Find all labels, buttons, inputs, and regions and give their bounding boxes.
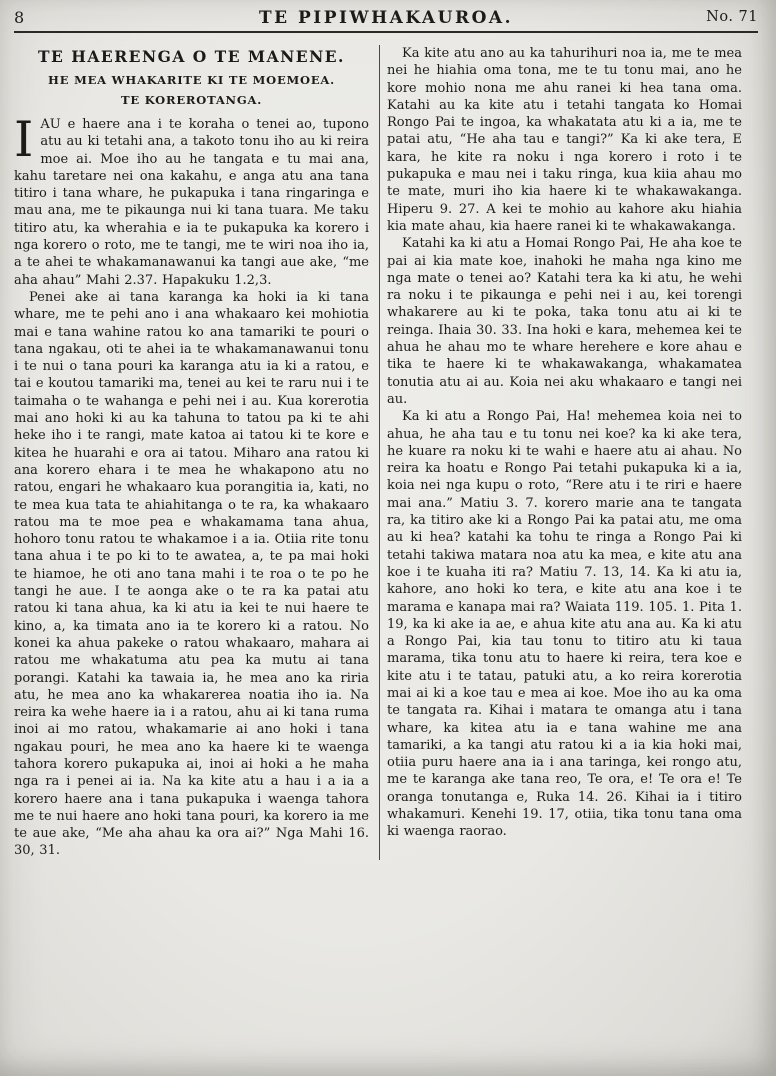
- article-subtitle: HE MEA WHAKARITE KI TE MOEMOEA.: [48, 73, 335, 87]
- masthead-title: TE PIPIWHAKAUROA.: [259, 8, 513, 28]
- left-column: [14, 45, 369, 860]
- opening-paragraph-text: AU e haere ana i te koraha o tenei ao, tupono atu au ki tetahi ana, a takoto tonu iho au ki reira moe ai. Moe iho au he tangata e tu mai ana, kahu taretare nei ona kakahu, e anga atu ana tana titiro i tana whare, he pukapuka i tana ringaringa e mau ana, me te pikaunga nui ki tana tuara. Me taku titiro atu, ka wherahia e ia te pukapuka ka korero i nga korero o roto, me te tangi, me te wiri noa iho ia, a te ahei te whakamanawanui ka tangi aue ake, “me aha ahau” Mahi 2.37. Hapakuku 1.2,3.: [14, 117, 369, 288]
- paragraph: Katahi ka ki atu a Homai Rongo Pai, He aha koe te pai ai kia mate koe, inahoki he maha nga kino me nga mate o tenei ao? Katahi tera ka ki atu, he wehi ra noku i te pikaunga e pehi nei i au, kei torengi whakarere au ki te poka, taka tonu atu ai ki te reinga. Ihaia 30. 33. Ina hoki e kara, mehemea kei te ahua he ahau mo te whare herehere e kore ahau e tika te haere ki te whakawakanga, whakamatea tonutia atu ai au. Koia nei aku whakaaro e tangi nei au.: [387, 236, 742, 407]
- drop-cap-letter: I: [14, 111, 34, 168]
- page-header: [14, 6, 758, 30]
- article-section-heading: TE KOREROTANGA.: [120, 93, 263, 107]
- issue-number: No. 71: [706, 9, 758, 25]
- page-number: 8: [14, 8, 25, 27]
- paragraph: Ka kite atu ano au ka tahurihuri noa ia, me te mea nei he hiahia oma tona, me te tu tonu mai, ano he kore mohio nona me ahu ranei ki hea tana oma. Katahi au ka kite atu i tetahi tangata ko Homai Rongo Pai te ingoa, ka whakatata atu ki a ia, me te patai atu, “He aha tau e tangi?” Ka ki ake tera, E kara, he kite ra noku i nga korero i roto i te pukapuka e mau nei i taku ringa, kua kiia ahau mo te mate, muri iho kia haere ki te whakawakanga. Hiperu 9. 27. A kei te mohio au kahore aku hiahia kia mate ahau, kia haere ranei ki te whakawakanga.: [387, 46, 742, 234]
- right-column: [387, 45, 742, 860]
- article-title: TE HAERENGA O TE MANENE.: [38, 47, 345, 66]
- paragraph: Penei ake ai tana karanga ka hoki ia ki tana whare, me te pehi ano i ana whakaaro kei mohiotia mai e tana wahine ratou ko ana tamariki te pouri o tana ngakau, oti te ahei ia te whakamanawanui tonu i te nui o tana pouri ka karanga atu ia ki a ratou, e tai e koutou tamariki ma, tenei au kei te raru nui i te taimaha o te wahanga e pehi nei i au. Kua korerotia mai ano hoki ki au ka tahuna to tatou pa ki te ahi heke iho i te rangi, mate katoa ai tatou ki te kore e kitea he huarahi e ora ai tatou. Miharo ana ratou ki ana korero ehara i te mea he whakapono atu no ratou, engari he whakaaro kua porangitia ia, kati, no te mea kua tata te ahiahitanga o te ra, ka whakaaro ratou ma te moe pea e whakamama tana ahua, hohoro tonu ratou te whakamoe i a ia. Otiia rite tonu tana ahua i te po ki to te awatea, a, te pa mai hoki te hiamoe, he oti ano tana mahi i te roa o te po he tangi he aue. I te aonga ake o te ra ka patai atu ratou ki tana ahua, ka ki atu ia kei te nui haere te kino, a, ka timata ano ia te korero ki a ratou. No konei ka ahua pakeke o ratou whakaaro, mahara ai ratou me whakatuma atu pea ka mutu ai tana porangi. Katahi ka tawaia ia, he mea ano ka riria atu, he mea ano ka whakarerea noatia iho ia. Na reira ka wehe haere ia i a ratou, ahu ai ki tana ruma inoi ai mo ratou, whakamarie ai ano hoki i tana ngakau pouri, he mea ano ka haere ki te waenga tahora korero pukapuka ai, inoi ai hoki a he maha nga ra i penei ai ia. Na ka kite atu a hau i a ia a korero haere ana i tana pukapuka i waenga tahora me te nui haere ano hoki tana pouri, ka korero ia me te aue ake, “Me aha ahau ka ora ai?” Nga Mahi 16. 30, 31.: [14, 289, 369, 859]
- opening-paragraph: [14, 111, 369, 289]
- article-body: [14, 45, 758, 860]
- header-rule: [14, 31, 758, 33]
- column-divider: [379, 45, 380, 860]
- paragraph: Ka ki atu a Rongo Pai, Ha! mehemea koia nei to ahua, he aha tau e tu tonu nei koe? ka ki ake tera, he kuare ra noku ki te wahi e haere atu ai ahau. No reira ka hoatu e Rongo Pai tetahi pukapuka ki a ia, koia nei nga kupu o roto, “Rere atu i te riri e haere mai ana.” Matiu 3. 7. korero marie ana te tangata ra, ka titiro ake ki a Rongo Pai ka patai atu, me oma au ki hea? katahi ka tohu te ringa a Rongo Pai ki tetahi takiwa matara noa atu ka mea, e kite atu ana koe i te kuaha iti ra? Matiu 7. 13, 14. Ka ki atu ia, kahore, ano hoki ko tera, e kite atu ana koe i te marama e kanapa mai ra? Waiata 119. 105. 1. Pita 1. 19, ka ki ake ia ae, e ahua kite atu ana au. Ka ki atu a Rongo Pai, kia tau tonu to titiro atu ki taua marama, tika tonu atu to haere ki reira, tera koe e kite atu i te tatau, patuki atu, a ko reira korerotia mai ai ki a koe tau e mea ai koe. Moe iho au ka oma te tangata ra. Kihai i matara te omanga atu i tana whare, ka kitea atu ia e tana wahine me ana tamariki, a ka tangi atu ratou ki a ia kia hoki mai, otiia puru haere ana ia i ana taringa, kei rongo atu, me te karanga ake tana reo, Te ora, e! Te ora e! Te oranga tonutanga e, Ruka 14. 26. Kihai ia i titiro whakamuri. Kenehi 19. 17, otiia, tika tonu tana oma ki waenga raorao.: [387, 409, 742, 840]
